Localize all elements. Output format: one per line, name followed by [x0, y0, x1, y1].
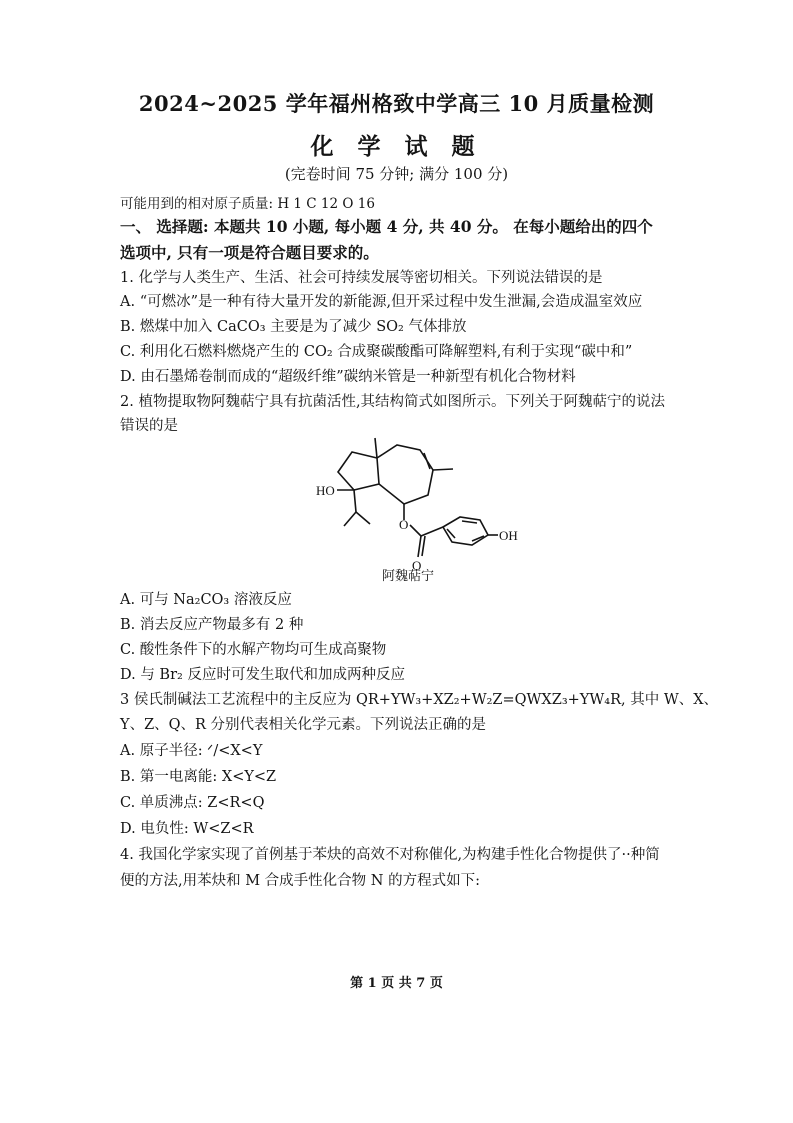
- q3-stem-line2: Y、Z、Q、R 分别代表相关化学元素。下列说法正确的是: [120, 717, 487, 733]
- mol-label-ho: HO: [316, 483, 335, 498]
- q3-option-c: C. 单质沸点: Z<R<Q: [120, 795, 265, 811]
- page-number: 第 1 页 共 7 页: [350, 976, 443, 991]
- q2-stem-line2: 错误的是: [120, 418, 178, 434]
- q4-stem-line1: 4. 我国化学家实现了首例基于苯炔的高效不对称催化,为构建手性化合物提供了··种简: [120, 847, 660, 863]
- q1-option-b: B. 燃煤中加入 CaCO₃ 主要是为了减少 SO₂ 气体排放: [120, 319, 467, 335]
- q2-option-b: B. 消去反应产物最多有 2 种: [120, 617, 304, 633]
- molecule-caption: 阿魏萜宁: [382, 569, 435, 584]
- q3-stem-line1: 3 侯氏制碱法工艺流程中的主反应为 QR+YW₃+XZ₂+W₂Z=QWXZ₃+YW₄R, 其中 W、X、: [120, 692, 719, 708]
- mol-label-oh: OH: [499, 528, 518, 543]
- q4-stem-line2: 便的方法,用苯炔和 M 合成手性化合物 N 的方程式如下:: [120, 873, 480, 889]
- q3-option-d: D. 电负性: W<Z<R: [120, 821, 254, 837]
- atomic-mass-line: 可能用到的相对原子质量: H 1 C 12 O 16: [120, 196, 375, 212]
- molecule-structure-diagram: [300, 432, 540, 582]
- q1-option-d: D. 由石墨烯卷制而成的“超级纤维”碳纳米管是一种新型有机化合物材料: [120, 369, 576, 385]
- exam-info: (完卷时间 75 分钟; 满分 100 分): [284, 165, 509, 183]
- q3-option-a: A. 原子半径: ᐟ/<X<Y: [120, 743, 263, 759]
- mol-label-carbonyl-o: O: [412, 558, 422, 573]
- q2-option-a: A. 可与 Na₂CO₃ 溶液反应: [120, 592, 292, 608]
- mol-label-ester-o: O: [399, 517, 409, 532]
- q2-option-d: D. 与 Br₂ 反应时可发生取代和加成两种反应: [120, 667, 405, 683]
- q2-stem-line1: 2. 植物提取物阿魏萜宁具有抗菌活性,其结构简式如图所示。下列关于阿魏萜宁的说法: [120, 394, 666, 410]
- q1-option-a: A. “可燃冰”是一种有待大量开发的新能源,但开采过程中发生泄漏,会造成温室效应: [120, 294, 643, 310]
- subject-title: 化 学 试 题: [310, 133, 483, 160]
- section-heading-line1: 一、 选择题: 本题共 10 小题, 每小题 4 分, 共 40 分。 在每小题给出的四个: [120, 217, 653, 236]
- exam-title: 2024~2025 学年福州格致中学高三 10 月质量检测: [138, 91, 655, 116]
- q2-option-c: C. 酸性条件下的水解产物均可生成高聚物: [120, 642, 387, 658]
- q1-stem: 1. 化学与人类生产、生活、社会可持续发展等密切相关。下列说法错误的是: [120, 270, 603, 286]
- q1-option-c: C. 利用化石燃料燃烧产生的 CO₂ 合成聚碳酸酯可降解塑料,有利于实现“碳中和”: [120, 344, 633, 360]
- q3-option-b: B. 第一电离能: X<Y<Z: [120, 769, 277, 785]
- section-heading-line2: 选项中, 只有一项是符合题目要求的。: [120, 243, 379, 262]
